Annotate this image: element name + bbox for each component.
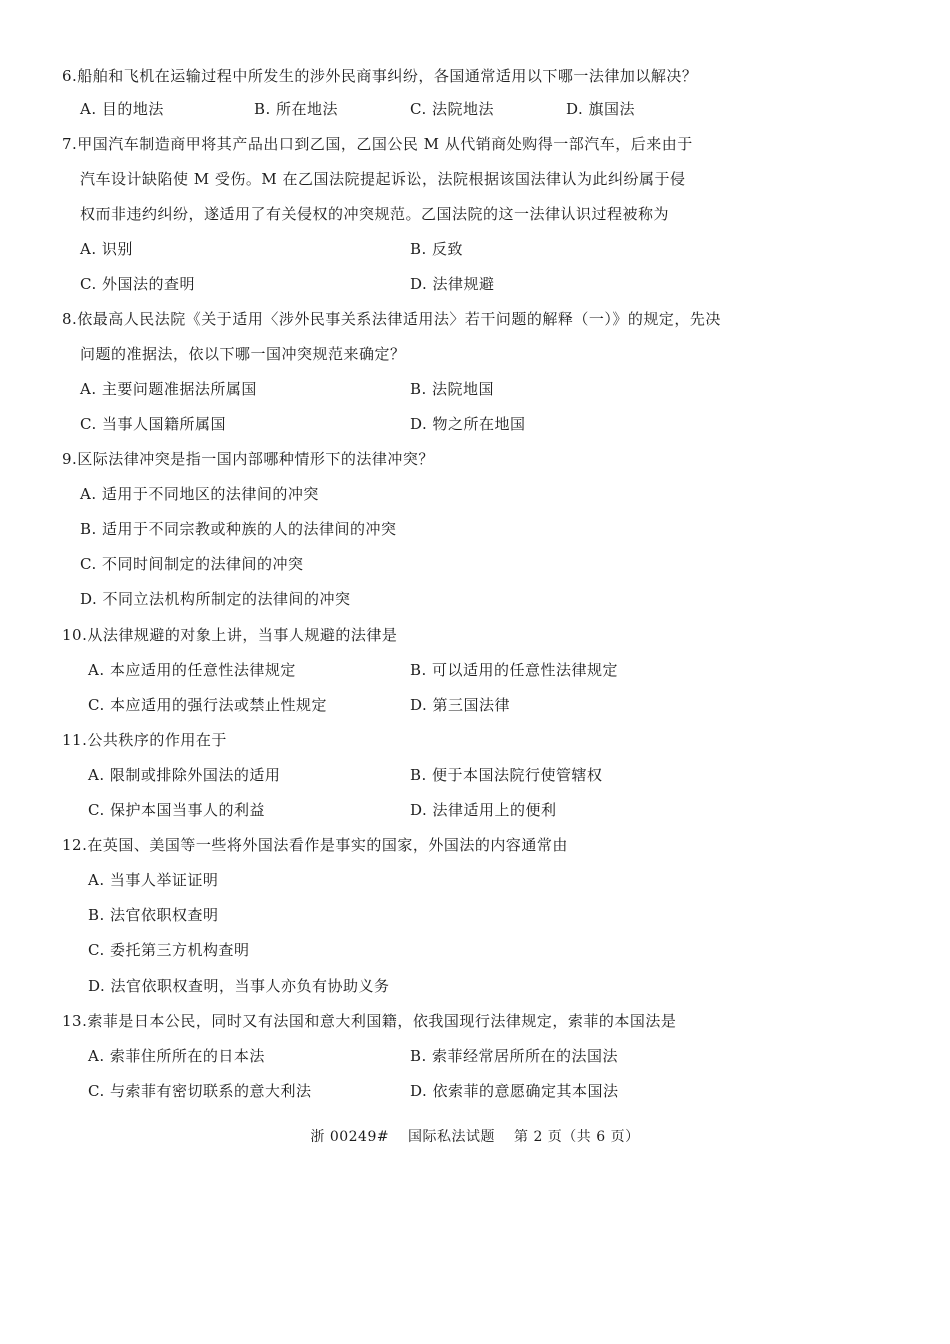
- question-6-option-d: D. 旗国法: [566, 100, 636, 118]
- question-9-option-a: A. 适用于不同地区的法律间的冲突: [80, 485, 319, 503]
- question-13-option-d: D. 依索菲的意愿确定其本国法: [410, 1082, 619, 1100]
- question-9-option-c: C. 不同时间制定的法律间的冲突: [80, 555, 304, 573]
- page-footer: [0, 1127, 950, 1147]
- question-7-option-d: D. 法律规避: [410, 275, 495, 293]
- question-12-option-b: B. 法官依职权查明: [88, 906, 219, 924]
- question-7-text-line-2: 汽车设计缺陷使 M 受伤。M 在乙国法院提起诉讼，法院根据该国法律认为此纠纷属于侵: [80, 170, 686, 188]
- question-10-option-b: B. 可以适用的任意性法律规定: [410, 661, 619, 679]
- question-6-option-a: A. 目的地法: [80, 100, 164, 118]
- question-12-text: 12.在英国、美国等一些将外国法看作是事实的国家，外国法的内容通常由: [62, 836, 568, 854]
- question-10-option-c: C. 本应适用的强行法或禁止性规定: [88, 696, 327, 714]
- question-10-option-d: D. 第三国法律: [410, 696, 511, 714]
- question-10-option-a: A. 本应适用的任意性法律规定: [88, 661, 296, 679]
- question-10-text: 10.从法律规避的对象上讲，当事人规避的法律是: [62, 626, 398, 644]
- question-7-text-line-3: 权而非违约纠纷，遂适用了有关侵权的冲突规范。乙国法院的这一法律认识过程被称为: [80, 205, 670, 223]
- question-8-option-b: B. 法院地国: [410, 380, 495, 398]
- question-11-option-b: B. 便于本国法院行使管辖权: [410, 766, 603, 784]
- exam-subject: 国际私法试题: [408, 1129, 496, 1145]
- question-11-option-a: A. 限制或排除外国法的适用: [88, 766, 281, 784]
- question-6-option-c: C. 法院地法: [410, 100, 494, 118]
- question-7-option-c: C. 外国法的查明: [80, 275, 195, 293]
- question-12-option-d: D. 法官依职权查明，当事人亦负有协助义务: [88, 977, 390, 995]
- question-8-option-a: A. 主要问题准据法所属国: [80, 380, 257, 398]
- question-8-option-d: D. 物之所在地国: [410, 415, 526, 433]
- question-12-option-c: C. 委托第三方机构查明: [88, 941, 250, 959]
- question-9-text: 9.区际法律冲突是指一国内部哪种情形下的法律冲突？: [62, 450, 434, 468]
- exam-code: 浙 00249#: [310, 1129, 390, 1145]
- question-8-option-c: C. 当事人国籍所属国: [80, 415, 226, 433]
- question-7-option-a: A. 识别: [80, 240, 133, 258]
- question-9-option-d: D. 不同立法机构所制定的法律间的冲突: [80, 590, 351, 608]
- question-7-option-b: B. 反致: [410, 240, 464, 258]
- question-7-text-line-1: 7.甲国汽车制造商甲将其产品出口到乙国，乙国公民 M 从代销商处购得一部汽车，后来由于: [62, 135, 693, 153]
- question-11-option-d: D. 法律适用上的便利: [410, 801, 557, 819]
- question-8-text-line-1: 8.依最高人民法院《关于适用〈涉外民事关系法律适用法〉若干问题的解释（一）》的规定，先决: [62, 310, 721, 328]
- question-6-text: 6.船舶和飞机在运输过程中所发生的涉外民商事纠纷，各国通常适用以下哪一法律加以解决？: [62, 67, 698, 85]
- page-number: 第 2 页（共 6 页）: [514, 1129, 640, 1145]
- question-6-option-b: B. 所在地法: [254, 100, 339, 118]
- question-13-option-b: B. 索菲经常居所所在的法国法: [410, 1047, 619, 1065]
- question-11-text: 11.公共秩序的作用在于: [62, 731, 227, 749]
- question-12-option-a: A. 当事人举证证明: [88, 871, 219, 889]
- question-8-text-line-2: 问题的准据法，依以下哪一国冲突规范来确定？: [80, 345, 406, 363]
- question-13-option-c: C. 与索菲有密切联系的意大利法: [88, 1082, 312, 1100]
- question-11-option-c: C. 保护本国当事人的利益: [88, 801, 265, 819]
- question-9-option-b: B. 适用于不同宗教或种族的人的法律间的冲突: [80, 520, 397, 538]
- question-13-text: 13.索菲是日本公民，同时又有法国和意大利国籍，依我国现行法律规定，索菲的本国法是: [62, 1012, 677, 1030]
- question-13-option-a: A. 索菲住所所在的日本法: [88, 1047, 265, 1065]
